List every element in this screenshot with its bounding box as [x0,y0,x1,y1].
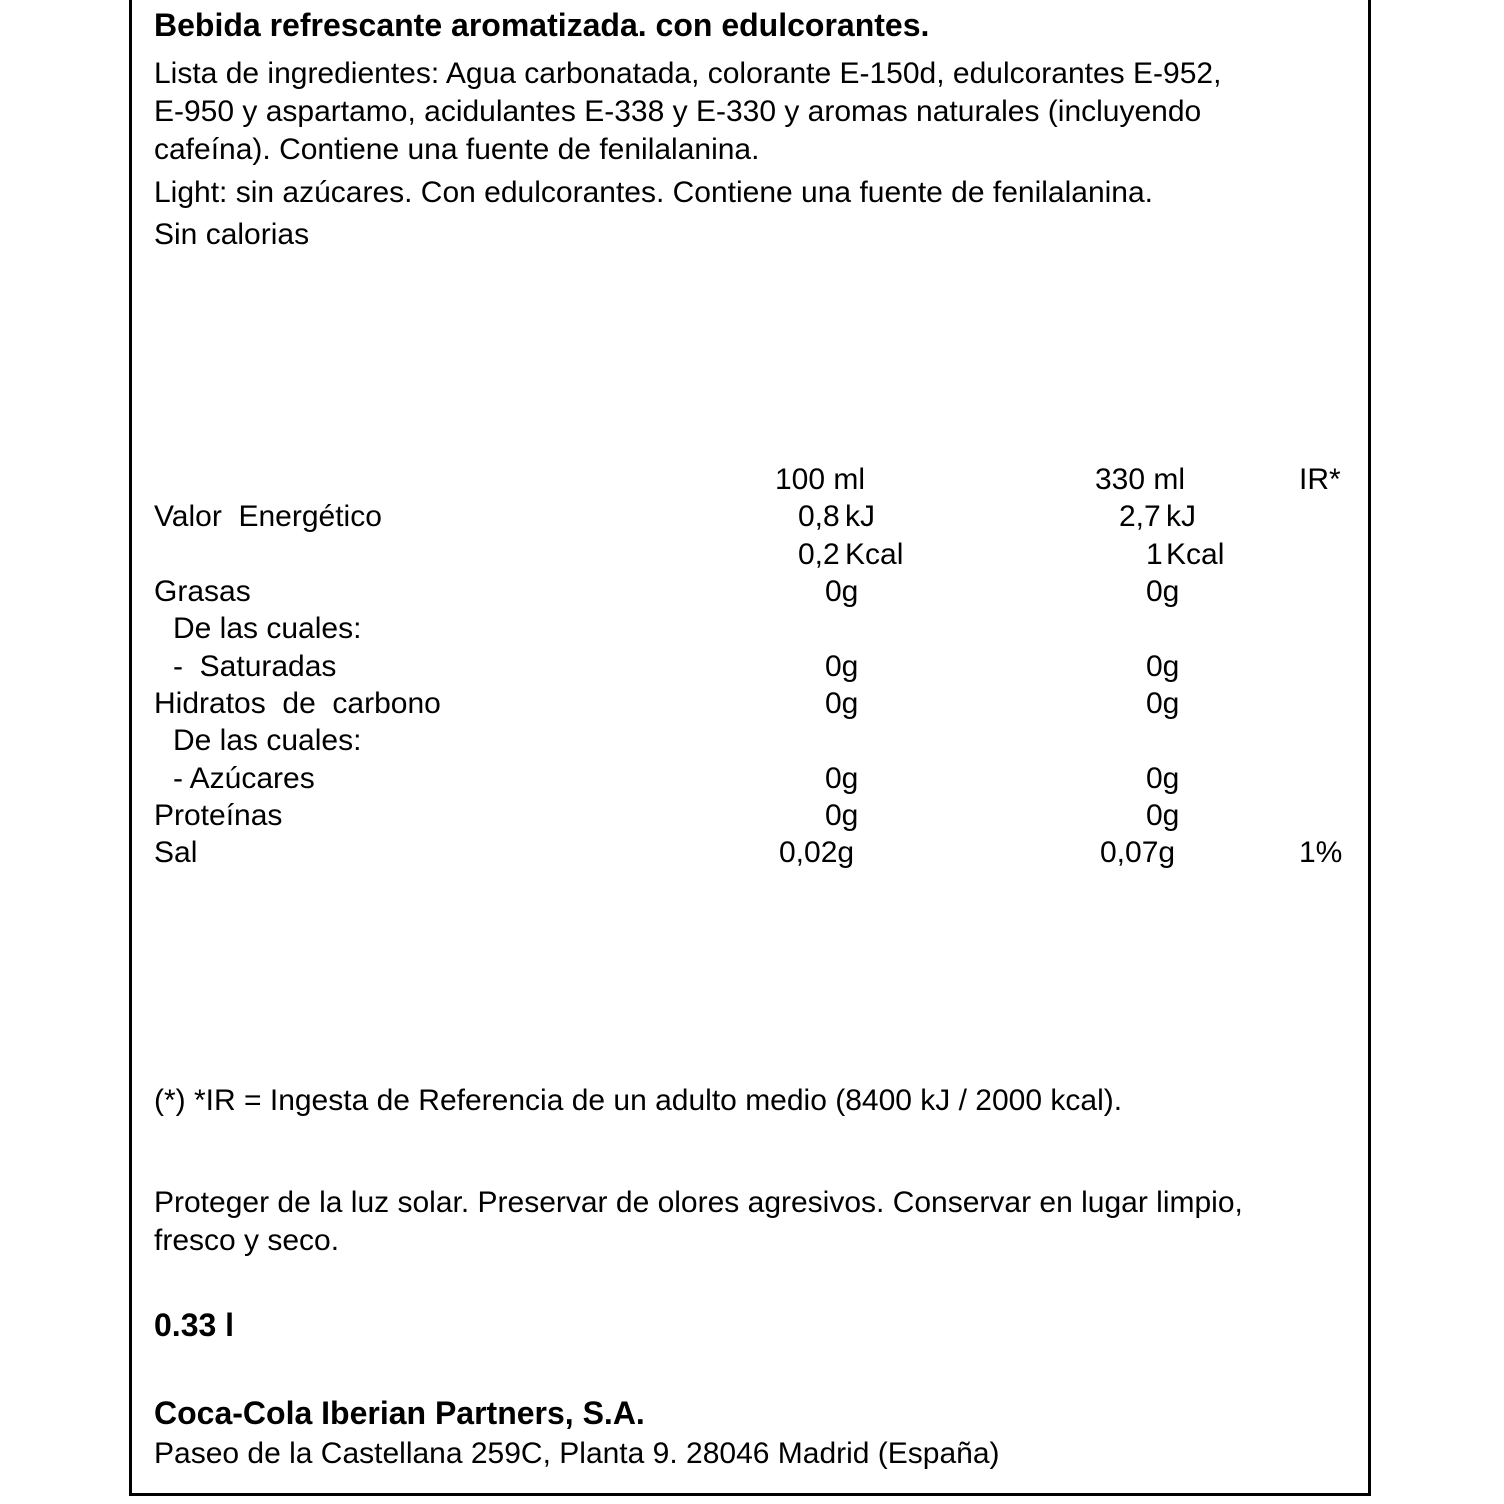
net-volume: 0.33 l [154,1307,235,1343]
value-330ml: 0g [1146,575,1180,608]
header-330ml: 330 ml [1095,463,1186,496]
unit-100ml: kJ [845,500,875,533]
value-330ml: 2,7 [1119,500,1161,533]
nutrient-label: Valor Energético [154,500,382,533]
ir-footnote: (*) *IR = Ingesta de Referencia de un adulto medio (8400 kJ / 2000 kcal). [154,1084,1123,1117]
company-name: Coca-Cola Iberian Partners, S.A. [154,1395,645,1431]
nutrient-label: Grasas [154,575,251,608]
value-100ml: 0g [825,687,859,720]
company-address: Paseo de la Castellana 259C, Planta 9. 28046 Madrid (España) [154,1437,1000,1470]
header-100ml: 100 ml [775,463,866,496]
calories-claim: Sin calorias [154,218,310,251]
value-100ml: 0g [825,799,859,832]
storage-line-2: fresco y seco. [154,1224,340,1257]
storage-line-1: Proteger de la luz solar. Preservar de olores agresivos. Conservar en lugar limpio, [154,1186,1243,1219]
nutrient-sublabel: De las cuales: [173,724,362,757]
value-330ml: 1 [1146,538,1163,571]
nutrient-label: Hidratos de carbono [154,687,441,720]
header-ir: IR* [1299,463,1341,496]
value-100ml: 0g [825,762,859,795]
nutrient-label: Sal [154,836,198,869]
unit-330ml: kJ [1166,500,1196,533]
ingredients-line-2: E-950 y aspartamo, acidulantes E-338 y E-330 y aromas naturales (incluyendo [154,95,1202,128]
product-title: Bebida refrescante aromatizada. con edulcorantes. [154,7,930,43]
ingredients-line-3: cafeína). Contiene una fuente de fenilalanina. [154,133,760,166]
light-claim: Light: sin azúcares. Con edulcorantes. Contiene una fuente de fenilalanina. [154,176,1154,209]
unit-100ml: Kcal [845,538,904,571]
ingredients-line-1: Lista de ingredientes: Agua carbonatada, colorante E-150d, edulcorantes E-952, [154,57,1222,90]
nutrient-label: Proteínas [154,799,283,832]
value-ir: 1% [1299,836,1343,869]
nutrient-label: - Saturadas [173,650,337,683]
nutrient-sublabel: De las cuales: [173,612,362,645]
unit-330ml: Kcal [1166,538,1225,571]
value-330ml: 0g [1146,687,1180,720]
value-330ml: 0,07g [1100,836,1176,869]
value-100ml: 0g [825,650,859,683]
nutrient-label: - Azúcares [173,762,315,795]
value-100ml: 0,2 [798,538,840,571]
value-100ml: 0g [825,575,859,608]
value-330ml: 0g [1146,650,1180,683]
value-330ml: 0g [1146,799,1180,832]
value-330ml: 0g [1146,762,1180,795]
value-100ml: 0,8 [798,500,840,533]
value-100ml: 0,02g [779,836,855,869]
